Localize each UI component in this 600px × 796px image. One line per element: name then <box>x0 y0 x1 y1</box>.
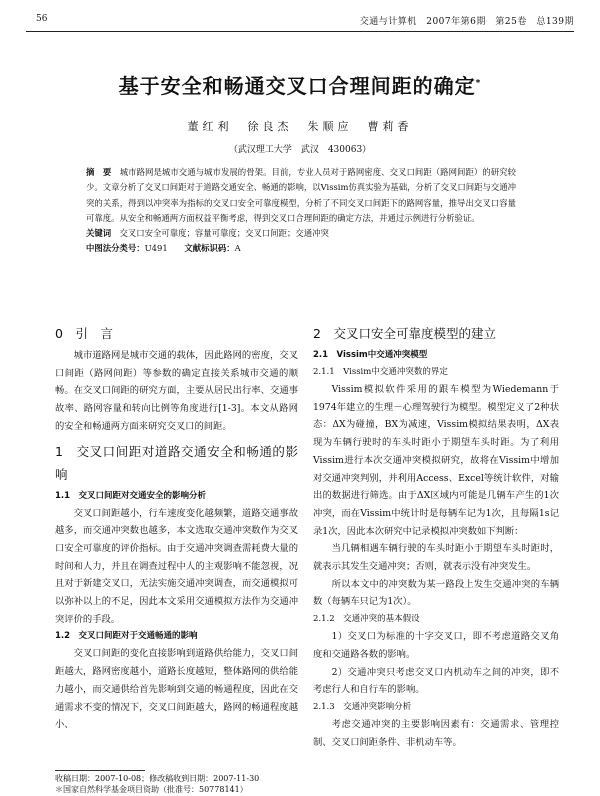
conflict-definition-paragraph: 当几辆相遇车辆行驶的车头时距小于期望车头时距时，就表示其发生交通冲突；否则，就表示没有冲突发生。 <box>313 543 559 573</box>
page-number: 56 <box>36 14 48 24</box>
abstract-block <box>86 165 516 257</box>
title-footnote-mark: * <box>475 78 482 89</box>
assumption-1: 1）交叉口为标准的十字交叉口，即不考虑道路交叉角度和交通路各数的影响。 <box>313 631 559 660</box>
intro-paragraph: 城市道路网是城市交通的载体，因此路网的密度，交叉口间距（路网间距）等参数的确定直接关系城市交通的顺畅。在交叉口间距的研究方面，主要从居民出行率、交通事故率、路网容量和转向比例等角度进行[1-3]。本文从路网的安全和畅通两方面来研究交叉口的间距。 <box>55 350 298 432</box>
journal-info: 交通与计算机 2007年第6期 第25卷 总139期 <box>359 17 574 27</box>
received-date: 收稿日期：2007-10-08；修改稿收到日期：2007-11-30 <box>55 774 260 783</box>
footnote <box>55 770 305 795</box>
section-2-1-2-heading: 2.1.2 交通冲突的基本假设 <box>313 614 420 625</box>
keywords: 关键词 交叉口安全可靠度；容量可靠度；交叉口间距；交通冲突 <box>86 228 329 239</box>
paper-title: 基于安全和畅通交叉口合理间距的确定* <box>118 74 482 98</box>
section-1-1-heading: 1.1 交叉口间距对交通安全的影响分析 <box>55 490 207 501</box>
abstract: 摘 要 城市路网是城市交通与城市发展的骨架。目前，专业人员对于路网密度、交叉口间距（路网间距）的研究较少。文章分析了交叉口间距对于道路交通安全、畅通的影响，以Vissim仿真实验为基础，分析了交叉口间距与交通冲突的关系，得到以冲突率为指标的交叉口安全可靠度模型，分析了不同交叉口间距下的路网容量，推导出交叉口容量可靠度。从安全和畅通两方面权益平衡考虑，得到交叉口合理间距的确定方法，并通过示例进行分析验证。 <box>86 167 517 223</box>
conflict-count-paragraph: 所以本文中的冲突数为某一路段上发生交通冲突的车辆数（每辆车只记为1次）。 <box>313 578 559 608</box>
right-column <box>313 322 559 751</box>
section-2-heading: 2 交叉口安全可靠度模型的建立 <box>313 326 496 341</box>
authors: 董红利 徐良杰 朱顺应 曹莉香 <box>187 120 413 133</box>
classification: 中图法分类号：U491 文献标识码：A <box>86 243 241 254</box>
section-2-1-3-heading: 2.1.3 交通冲突影响分析 <box>313 701 412 712</box>
section-2-1-heading: 2.1 Vissim中交通冲突模型 <box>313 350 428 360</box>
section-2-1-1-paragraph: Vissim模拟软件采用的跟车模型为Wiedemann于1974年建立的生理－心理驾驶行为模型。模型定义了2种状态：ΔX为碰撞，BX为减速，Vissim模拟结果表明，ΔX表现为车辆行驶时的车头时距小于期望车头时距。为了利用Vissim进行本次交通冲突模拟研究，故将在Vissim中增加对交通冲突判别，并利用Access、Excel等统计软件，对输出的数据进行筛选。由于ΔX区域内可能是几辆车产生的1次冲突，而在Vissim中统计时是每辆车记为1次，且每隔1s记录1次，因此本次研究中记录模拟冲突数如下判断： <box>313 384 559 537</box>
left-column <box>55 322 298 734</box>
section-0-heading: 0 引 言 <box>55 326 113 341</box>
header-rule <box>26 31 574 32</box>
section-1-heading: 1 交叉口间距对道路交通安全和畅通的影响 <box>55 443 298 482</box>
section-1-2-paragraph: 交叉口间距的变化直接影响到道路供给能力，交叉口间距越大，路网密度越小，道路长度越短，整体路网的供给能力越小，而交通供给首先影响到交通的畅通程度，因此在交通需求不变的情况下，交叉口间距越大，路网的畅通程度越小、 <box>55 648 298 731</box>
footnote-rule <box>55 770 145 771</box>
running-header <box>26 14 574 28</box>
affiliation: （武汉理工大学 武汉 430063） <box>228 145 372 155</box>
section-1-1-paragraph: 交叉口间距越小，行车速度变化越频繁，道路交通事故越多，而交通冲突数也越多，本文选取交通冲突数作为交叉口安全可靠度的评价指标。由于交通冲突调查需耗费大量的时间和人力，并且在调查过程中人的主观影响不能忽视，况且对于新建交叉口，无法实施交通冲突调查，而交通模拟可以弥补以上的不足，因此本文采用交通模拟方法作为交通冲突评价的手段。 <box>55 507 298 625</box>
section-1-2-heading: 1.2 交叉口间距对于交通畅通的影响 <box>55 631 198 642</box>
section-2-1-1-heading: 2.1.1 Vissim中交通冲突数的界定 <box>313 367 448 377</box>
section-2-1-3-paragraph: 考虑交通冲突的主要影响因素有：交通需求、管理控制、交叉口间距条件、非机动车等。 <box>313 718 559 748</box>
assumption-2: 2）交通冲突只考虑交叉口内机动车之间的冲突，即不考虑行人和自行车的影响。 <box>313 666 559 696</box>
fund-note: ＊国家自然科学基金项目资助（批准号：50778141） <box>55 785 248 794</box>
